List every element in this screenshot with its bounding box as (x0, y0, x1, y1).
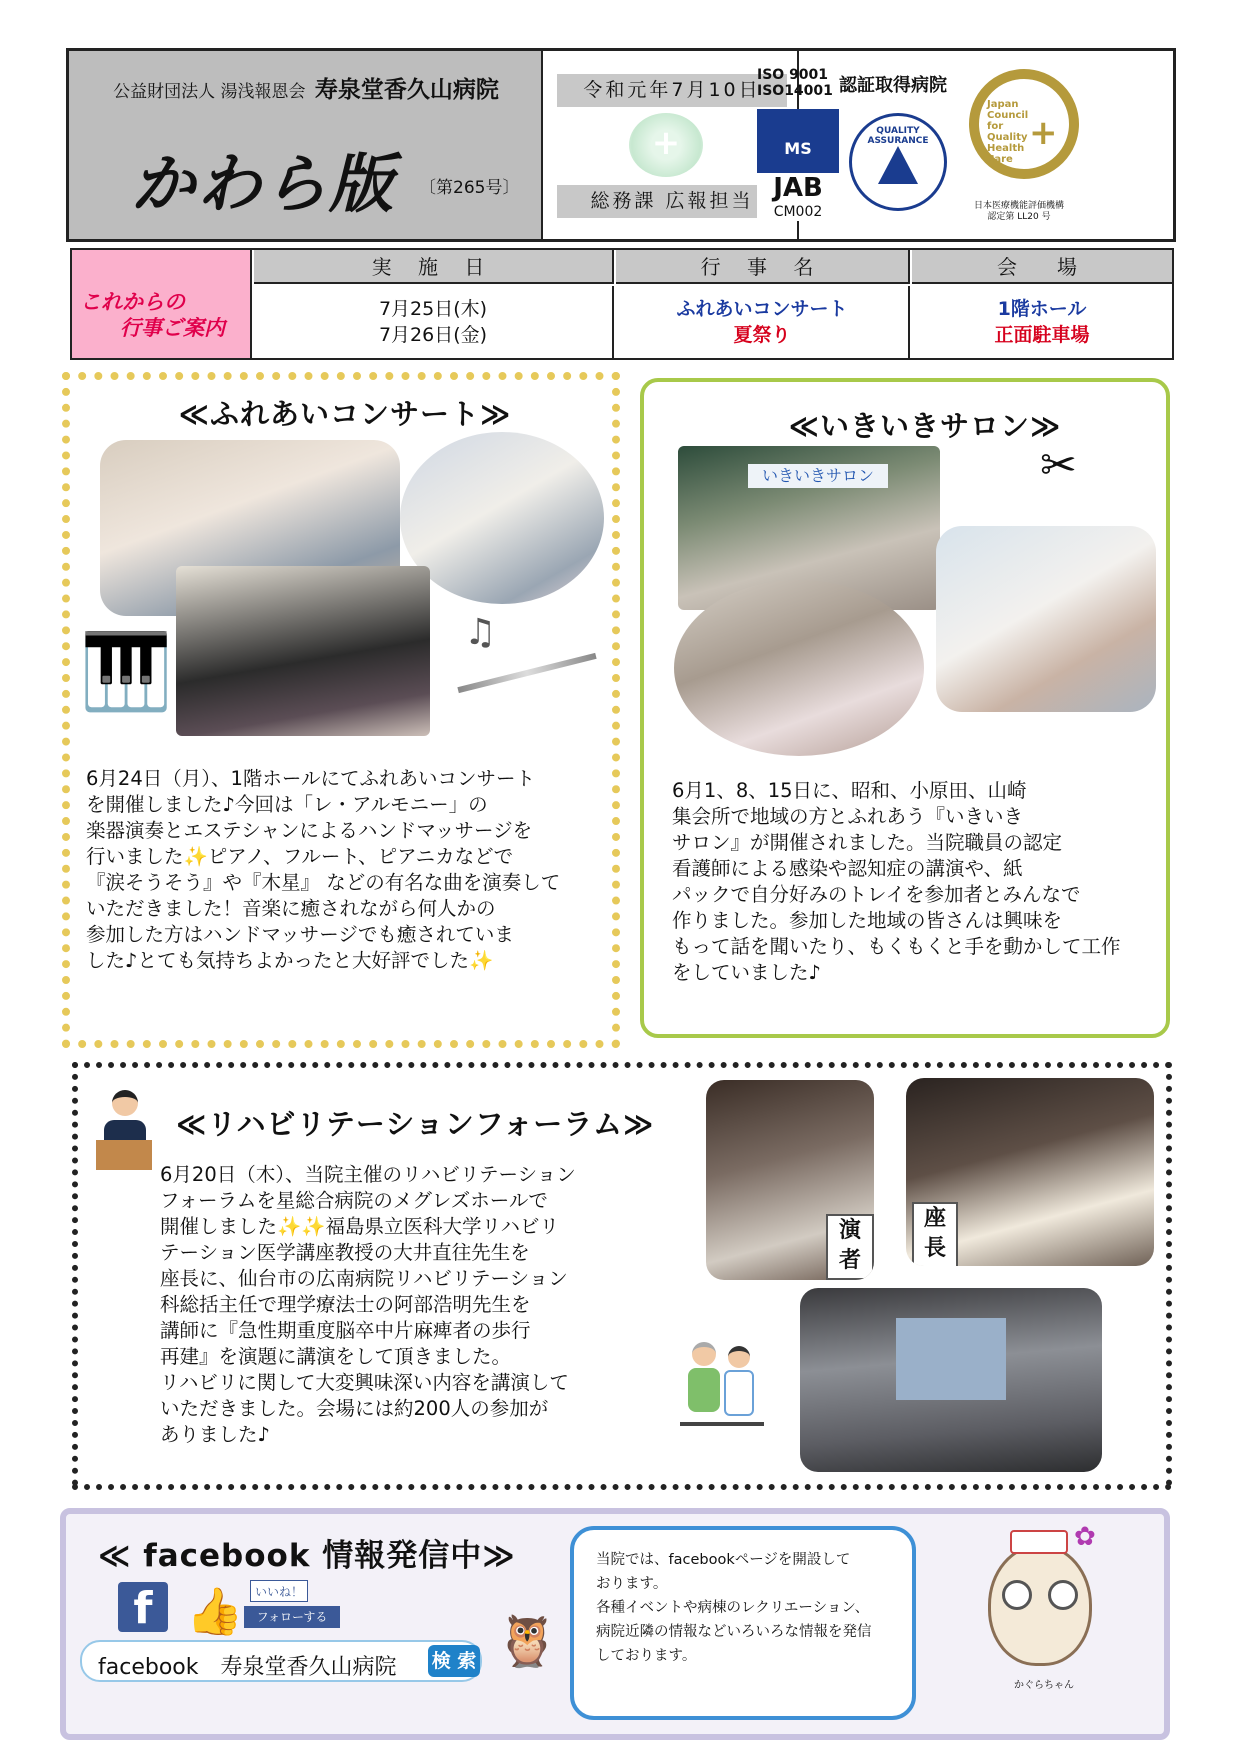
facebook-icon[interactable]: f (118, 1582, 168, 1632)
bubble-text: 当院では、facebookページを開設して おります。 各種イベントや病棟のレクリエーション、 病院近隣の情報などいろいろな情報を発信 しております。 (596, 1552, 872, 1664)
event-venue: 正面駐車場 (994, 324, 1090, 346)
event-date: 7月26日(金) (378, 324, 488, 346)
newsletter-title: かわら版 (131, 148, 395, 222)
facebook-heading: ≪ facebook 情報発信中≫ (98, 1538, 516, 1574)
hospital-name: 寿泉堂香久山病院 (314, 77, 499, 103)
search-bar (80, 1640, 482, 1682)
forum-hall-photo (800, 1288, 1102, 1472)
like-button[interactable]: いいね！ (250, 1580, 308, 1602)
event-name: ふれあいコンサート (676, 298, 848, 320)
owl-mascot-small-icon: 🦉 (496, 1612, 559, 1670)
salon-craft-photo (674, 580, 924, 756)
follow-button[interactable]: フォローする (244, 1606, 340, 1628)
organization-line (69, 71, 543, 104)
header-event-name: 行 事 名 (616, 250, 910, 284)
cross-icon: + (1029, 113, 1058, 153)
search-button[interactable]: 検 索 (428, 1645, 480, 1677)
scissors-icon: ✂ (1040, 440, 1077, 491)
piano-icon: 🎹 (80, 629, 173, 715)
newsletter-header (66, 48, 1176, 242)
speaker-icon (96, 1090, 152, 1172)
salon-board-sign: いきいきサロン (748, 464, 888, 488)
event-venue: 1階ホール (997, 298, 1087, 320)
mascot-caption: かぐらちゃん (1014, 1680, 1074, 1691)
salon-heading: ≪いきいきサロン≫ (788, 409, 1062, 443)
rehab-right-border (1166, 1062, 1172, 1486)
lecturer-sign: 演 者 (826, 1214, 874, 1280)
concert-body-text: 6月24日（月）、1階ホールにてふれあいコンサート を開催しました♪今回は「レ・アルモニー」の 楽器演奏とエステシャンによるハンドマッサージを 行いました✨ピアノ、フルート、ピアニカなどで 『涙そうそう』や『木星』 などの有名な曲を演奏して いただきました！音楽に癒されながら何人かの 参加した方はハンドマッサージでも癒されていま した♪とても気持ちよかったと大好評でした✨ (86, 767, 561, 972)
header-date: 実 施 日 (254, 250, 614, 284)
nurse-lecture-photo (936, 526, 1156, 712)
event-name: 夏祭り (733, 324, 791, 346)
salon-body-text: 6月1、8、15日に、昭和、小原田、山崎 集会所で地域の方とふれあう『いきいき サロン』が開催されました。当院職員の認定 看護師による感染や認知症の講演や、紙 パックで自分好みのトレイを参加者とみんなで 作りました。参加した地域の皆さんは興味を もって話を聞いたり、もくもくと手を動かして工作 をしていました♪ (672, 779, 1121, 984)
lecturer-photo (706, 1080, 874, 1280)
chairperson-sign: 座 長 (912, 1202, 958, 1266)
event-names (616, 286, 910, 358)
publisher-dept: 総務課 広報担当 (557, 185, 787, 218)
event-date: 7月25日(木) (378, 298, 488, 320)
hospital-logo-icon: + (629, 113, 703, 177)
upcoming-events-table (70, 248, 1174, 360)
issue-date: 令和元年7月10日 (557, 74, 787, 107)
jcqhc-logo: Japan Council for Quality Health Care + (969, 69, 1079, 179)
rehab-body-text: 6月20日（木）、当院主催のリハビリテーション フォーラムを星総合病院のメグレズホールで 開催しました✨✨福島県立医科大学リハビリ テーション医学講座教授の大井直往先生を 座長に、仙台市の広南病院リハビリテーション 科総括主任で理学療法士の阿部浩明先生を 講師に『急性期重度脳卒中片麻痺者の歩行 再建』を演題に講演をして頂きました。 リハビリに関して大変興味深い内容を講演して いただきました。会場には約200人の参加が ありました♪ (160, 1163, 576, 1446)
event-dates (254, 286, 614, 358)
quality-assurance-logo: QUALITY ASSURANCE JIC (849, 113, 947, 211)
iso-standards: ISO 9001 ISO14001 (757, 67, 833, 99)
rehab-walking-icon (680, 1342, 764, 1446)
header-venue: 会 場 (912, 250, 1172, 284)
event-venues (912, 286, 1172, 358)
concert-heading: ≪ふれあいコンサート≫ (178, 397, 512, 431)
rehab-top-border (72, 1062, 1172, 1068)
thumbs-up-icon: 👍 (186, 1584, 244, 1638)
header-title-block (69, 51, 543, 239)
owl-mascot-icon: ✿ (980, 1522, 1100, 1672)
info-speech-bubble (570, 1526, 916, 1720)
jab-logo: MS JAB CM002 (757, 109, 839, 221)
events-label: これからの 行事ご案内 (72, 250, 252, 358)
rehab-heading: ≪リハビリテーションフォーラム≫ (176, 1107, 655, 1141)
rehab-left-border (72, 1062, 78, 1486)
piano-duet-photo (176, 566, 430, 736)
music-note-icon: ♫ (464, 612, 497, 653)
chairperson-photo (906, 1078, 1154, 1266)
organization-name: 公益財団法人 湯浅報恩会 (113, 82, 306, 102)
search-input[interactable]: facebook 寿泉堂香久山病院 (98, 1655, 397, 1680)
hand-massage-photo (400, 432, 604, 604)
certification-label: 認証取得病院 (839, 75, 947, 96)
rehab-bottom-border (72, 1484, 1172, 1490)
jcqhc-caption: 日本医療機能評価機構 認定第 LL20 号 (973, 201, 1064, 222)
issue-number: 〔第265号〕 (419, 178, 520, 198)
